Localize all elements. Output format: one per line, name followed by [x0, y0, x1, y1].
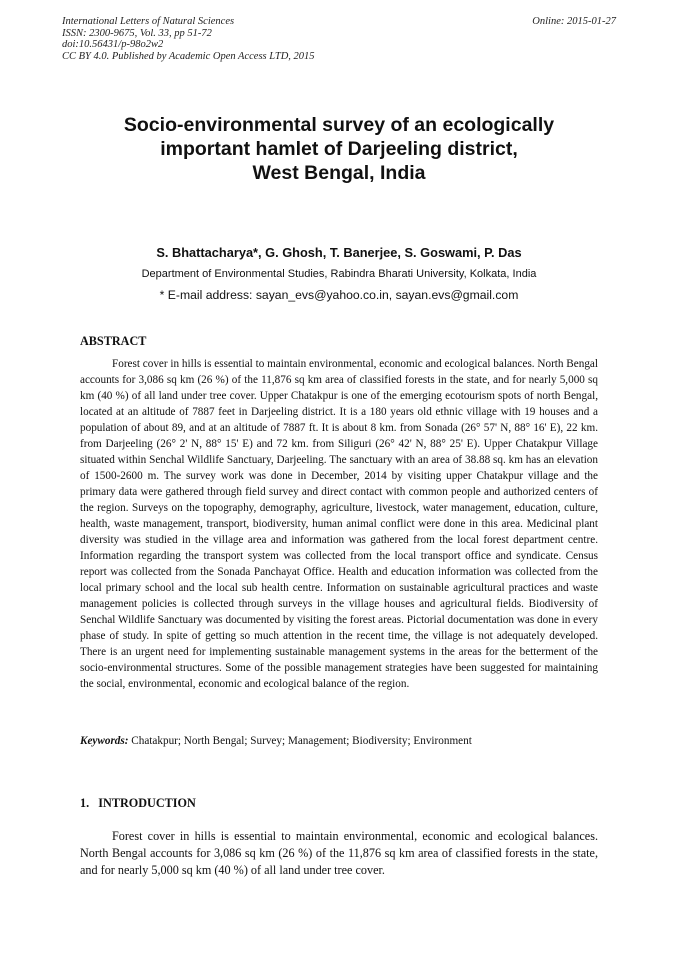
journal-doi: doi:10.56431/p-98o2w2 — [62, 39, 164, 50]
journal-name: International Letters of Natural Sciences — [62, 16, 235, 27]
introduction-heading: 1. INTRODUCTION — [80, 796, 196, 810]
paper-title — [80, 113, 598, 185]
affiliation: Department of Environmental Studies, Rabindra Bharati University, Kolkata, India — [141, 268, 537, 280]
abstract-text: Forest cover in hills is essential to maintain environmental, economic and ecological balances. North Bengal accounts for 3,086 sq km (26 %) of the 11,876 sq km area of classified forests in the state, and for nearly 5,000 sq km (40 %) of all land under tree cover. Upper Chatakpur is one of the emerging ecotourism spots of north Bengal, located at an altitude of 7887 feet in Darjeeling district. It is a 180 years old ethnic village with 19 houses and a population of about 89, and at an altitude of 7887 ft. It is about 8 km. from Sonada (26° 57' N, 88° 16' E), 22 km. from Darjeeling (26° 2' N, 88° 15' E) and 72 km. from Siliguri (26° 42' N, 88° 25' E). Upper Chatakpur Village situated within Senchal Wildlife Sanctuary, Darjeeling. The sanctuary with an area of 38.88 sq. km has an elevation of 1500-2600 m. The survey work was done in December, 2014 by visiting upper Chatakpur village and the primary data were gathered through field survey and direct contact with common people and authorized centers of the region. Surveys on the topography, demography, agriculture, livestock, water management, education, culture, health, waste management, transport, biodiversity, human animal conflict were done in this area. Medicinal plant diversity was studied in the village area and information was gathered from the local forest department centre. Information regarding the transport system was collected from the local transport office and syndicate. Census report was collected from the Sonada Panchayat Office. Health and education information was collected from the local primary school and the local sub health centre. Information on sustainable agricultural practices and waste management policies is collected through surveys in the village houses and agricultural fields. Biodiversity of Senchal Wildlife Sanctuary was documented by visiting the forest areas. Pictorial documentation was done in every phase of study. In spite of getting so much attention in the recent time, the village is not adequately developed. There is an urgent need for implementing sustainable management systems in the areas for the betterment of the socio-environmental structures. Some of the possible management strategies have been suggested for maintaining the social, environmental, economic and ecological balance of the region. — [80, 358, 598, 690]
journal-issn: ISSN: 2300-9675, Vol. 33, pp 51-72 — [62, 27, 212, 39]
online-date: Online: 2015-01-27 — [532, 16, 616, 27]
journal-header — [62, 16, 315, 62]
introduction-text: Forest cover in hills is essential to maintain environmental, economic and ecological balances. North Bengal accounts for 3,086 sq km (26 %) of the 11,876 sq km area of classified forests in the state, and for nearly 5,000 sq km (40 %) of all land under tree cover. — [80, 829, 598, 877]
title-line: West Bengal, India — [252, 162, 426, 184]
email-addresses: * E-mail address: sayan_evs@yahoo.co.in, sayan.evs@gmail.com — [159, 288, 519, 302]
journal-license: CC BY 4.0. Published by Academic Open Access LTD, 2015 — [62, 50, 315, 62]
title-line: important hamlet of Darjeeling district, — [160, 138, 518, 160]
abstract-heading: ABSTRACT — [80, 334, 147, 348]
keywords-label: Keywords: — [80, 735, 129, 747]
title-line: Socio-environmental survey of an ecologically — [123, 114, 555, 136]
author-list: S. Bhattacharya*, G. Ghosh, T. Banerjee, S. Goswami, P. Das — [156, 245, 522, 260]
keywords — [80, 735, 598, 747]
keywords-text: Chatakpur; North Bengal; Survey; Management; Biodiversity; Environment — [128, 735, 472, 747]
